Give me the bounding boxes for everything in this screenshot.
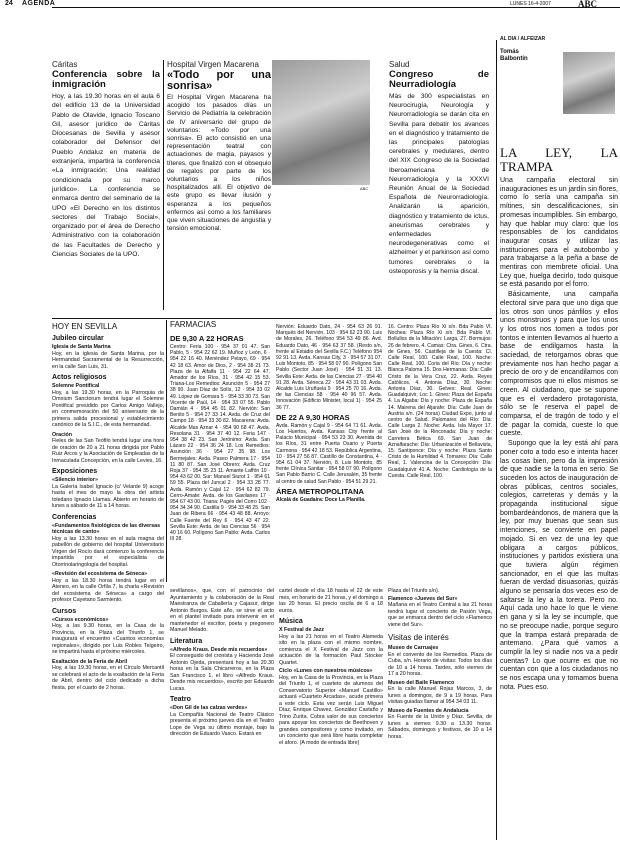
hoy-text: Hoy, en la iglesia de Santa Marina, por la Hermandad Sacramental de la Resurrección, en la calle San Luis, 31. (52, 350, 164, 370)
opinion-article (500, 146, 618, 846)
visita-3-text: En Fuente de la Unión y Díaz. Sevilla, de lunes a viernes 9.30 a 13.30 horas. Sábados, domingos y festivos, de 10 a 14 horas. (388, 714, 492, 740)
pharmacy-metro-list: 16. Centro: Plaza Río Xi s/n. Bda Pablo VI. Nochea: Plaza Río Xi s/n. Bda Pablo VI. Bollullos de la Mitación: Larga, 27. Bormujos: 26 de febrero, 4. Camas: Ctra. Gines, 6. Ctra. de Gines, 56. Castilleja de la Cuesta: Cl. Calle Real, 100. Calle Real, 100. Noche: Calle Real, 100. Coria del Río: Día y noche: Blanca Paloma 15. Dos Hermanas: Día: Calle Cristo de la Vera Cruz, 22. Avda. Reyes Católicos, 4. Antonia Díaz, 30. Noche: Antonia Díaz, 30. Gelves: Real. Gines: Guadalquivir, Loc 1. Gines: Plaza del España 4. La Algaba: Día y noche: Plaza de España 14. Mairena del Aljarafe: Día: Calle Juan de Austria s/n. (24 horas) Ciudad Expo, junto al centro de Salud. Palomares del Río: Día: Calle Larga 2. Noche: Avda. Isla Mayor 17. San José de la Rinconada: Día y noche: Carretera Bética 69. San Juan de Aznalfarache: Día: Urbanización el Bellavista, 15. Santiponce: Día y noche: Plaza Santo Cristo de la Humildad 4. Tomares: Día: Calle Real, 1. Valencina de la Concepción: Día: Guadalquivir 41 A. Noche: Cardiología de la Cuesta. Calle Real, 100. (388, 324, 492, 479)
hoy-text: Fieles de las San Teófilo tendrá lugar una hora de oración de 20 a 21 horas dirigida por Pablo Ruiz Arcos y la Asociación de Empleadas de la Inmaculada Concepción, en la calle Levies, 16. (52, 438, 164, 464)
hoy-subheading: Oración (52, 431, 73, 438)
pharmacy-col-3 (388, 324, 492, 582)
musica-text: Hoy a las 21 horas en el Teatro Alameda sito en la plaza con el mismo nombre, comienza el X Festival de Jazz con la actuación de la formación Paul Stocker Quartet. (279, 633, 383, 666)
hoy-heading: Conferencias (52, 513, 97, 521)
teatro-text: La Compañía Nacional de Teatro Clásico presenta el próximo jueves día en el Teatro Lope de Vega su último montaje, bajo la dirección de Eduardo Vasco. Estará en (170, 711, 274, 737)
column-divider (496, 40, 497, 840)
salud-article (389, 60, 489, 312)
section-rule (52, 318, 492, 319)
opinion-body-2: Básicamente, una campaña electoral sirve para que uno diga que los otros son unos pánfilos y ellos unos monstruos y para que los unos y los otros nos tomen a todos por tontos e intenten llevarnos al huerto a base de endilgarnos hasta la saciedad, de retorgarnos obras que previamente nos han hecho pagar a precio de oro y de encandilarnos con compromisos que ni ellos mismos se creen. Al ciudadano, que se supone que es el verdadero protagonista, sólo se le reserva el papel de comparsa, el de tragón de todo y el de pagar la comida, cueste lo que cueste. (500, 291, 618, 438)
hoy-text: Hoy, a las 19.30 horas, en la Parroquia de Omnium Sanctorum tendrá lugar el Solemne Pontifical presidido por Carlos Amigo Vallejo, en conmemoración del 50 aniversario de la primera salida procesional y establecimiento canónico de la S.I.C., de esta hermandad. (52, 389, 164, 428)
hoy-heading: Actos religiosos (52, 374, 107, 381)
ciclo-text: Hoy, en la Casa de la Provincia, en la Plaza del Triunfo 1, el cuarteto de alumnos del Conservatorio Superior «Manuel Castillo» actuará «Cuarteto Arcadas», acude primera a este ciclo. Esta vez serán Luis Miguel Díaz, Enrique Chavez, González Castaño y Trino Zurita. Cobra valor de sus conciertos para apoyar los conciertos de Beethoven y grandes compositores y como invitado, en un concierto que será libre hasta completar el aforo. (A modo de entrada libre) (279, 674, 383, 746)
divider (163, 60, 164, 310)
hoy-title: HOY EN SEVILLA (52, 322, 118, 331)
macarena-kicker: Hospital Virgen Macarena (167, 60, 259, 69)
visitas-heading: Visitas de interés (388, 633, 449, 642)
salud-kicker: Salud (389, 60, 410, 69)
caritas-title: Conferencia sobre la inmigración (52, 69, 160, 90)
pharmacy-metro-intro: Alcalá de Guadaira: Doce La Planilla. (276, 496, 366, 503)
hoy-subheading: Exaltación de la Feria de Abril (52, 658, 128, 665)
hoy-subheading: Solemne Pontifical (52, 383, 100, 389)
hoy-subheading: «Fundamentos fisiológicos de las diversas técnicas de canto» (52, 522, 161, 535)
flamenco-sub: Flamenco «Jueves del Sur» (388, 595, 458, 602)
pharmacy-night-heading: DE 22 A 9,30 HORAS (276, 412, 350, 422)
teatro-continuation: cartel desde el día 18 hasta el 22 de este mes, en horario de 21 horas, y el domingo a las 20 horas. El precio oscila de 6 a 18 euros. (279, 588, 383, 614)
macarena-title: «Todo por una sonrisa» (167, 69, 271, 92)
ciclo-continuation: Plaza del Triunfo s/n). (388, 588, 440, 594)
literatura-heading: Literatura (170, 637, 203, 645)
author-avatar (563, 52, 615, 114)
visita-2-text: En la calle Manuel Rojas Marcos, 3, de lunes a domingos, de 9 a 19 horas. Para visitas guiadas llamar al 954 34 03 11. (388, 686, 492, 705)
salud-body: Más de 300 especialistas en Neurocirugía, Neurología y Neurorradiología se darán cita en Sevilla para debatir los avances en el diagnóstico y tratamiento de las principales patologías cerebrales y medulares, dentro del XIX Congreso de la Sociedad Iberoamericana de Neurorradiología y la XXXVI Reunión Anual de la Sociedad Española de Neurorradiología. Analizarán la aparición, diagnóstico y tratamiento de ictus, aneurismas cerebrales y enfermedades neurodegenerativas como el alzheimer y el parkinson así como tumores cerebrales o la osteoporosis y la hernia discal. (389, 93, 489, 275)
opinion-body-3: Supongo que la ley está ahí para poner coto a todo eso e intenta hacer las cosas bien, pero da la impresión de que nadie se la toma en serio. Se suceden los actos de inauguración de obras públicas, centros sociales, colegios, carreteras y demás y la propaganda institucional sigue bombardeándonos, de manera que la ley, por muy buenas que sean sus intenciones, se convierte en papel mojado. Si en vez de una ley que obligara a cargos públicos, instituciones y partidos existiera una que tuviera algún régimen sancionador, en el que las multas fueran de verdad disuasorias, quizás alguno se pensaría dos veces eso de saltarse la ley a la torera. Pero no. Aquí cada uno hace lo que le viene en gana y si la ley se incumple, que no se preocupe nadie, porque seguro que la trampa estará preparada de antemano. ¿Para qué vamos a cumplir la ley si nadie nos va a pedir cuentas? Lo que ocurre es que no cuentan con que a los ciudadanos no se nos escapa una y tomamos buena nota. Pues eso. (500, 440, 618, 691)
author-name: Tomás Balbontín (500, 48, 528, 62)
visita-2-sub: Museo del Baile Flamenco (388, 679, 455, 686)
header-rule (52, 7, 620, 8)
pharmacy-box (170, 320, 492, 582)
pharmacy-day-heading: DE 9,30 A 22 HORAS (170, 334, 244, 343)
opinion-body: Una campaña electoral sin inauguraciones es un jardín sin flores, como lo sería una campaña sin mítines, sin descalificaciones, sin promesas incumplibles. Sin embargo, hay que hablar muy claro: que los responsables de los candidatos inaugurar cosas y utilizar las instituciones para el autobombo y para trabajarse a la peña a base de mentiras con membrete oficial. Una Ley que, huelga decirlo, todo quisque se está pasando por el forro. (500, 177, 618, 289)
hoy-list (52, 335, 164, 691)
caritas-article (52, 60, 160, 318)
hoy-subheading: Iglesia de Santa Marina (52, 344, 111, 350)
hoy-heading: Jubileo circular (52, 335, 104, 342)
musica-sub: X Festival de Jazz (279, 627, 325, 633)
section-title: AGENDA (22, 0, 56, 7)
visita-1-sub: Museo de Carruajes (388, 645, 439, 651)
hoy-text: Hoy, a las 9.30 horas, en la Casa de la Provincia, en la Plaza del Triunfo 1, se inaugurará el encuentro «Cuantos economías regionales», dirigido por Luis Robles Teigeiro, se impartirá hasta el próximo miércoles. (52, 623, 164, 655)
hoy-section (52, 322, 164, 844)
hoy-heading: Cursos (52, 607, 77, 615)
pharmacy-col-1 (170, 332, 270, 582)
feria-continuation: sevillanos», que, con el patrocinio del Ayuntamiento y la colaboración de la Real Maestranza de Caballería y Cajasur, dirige Antonio Burgos. Este año, se sirve el acto en el plantel invitado para intervenir en el mantenedor el escritor, poeta y pregonero Manuel Melado. (170, 588, 274, 633)
hoy-text: Hoy, a las 19.30 horas, en el Círculo Mercantil se celebrará el acto de la exaltación de la Feria de Abril, dentro del ciclo dedicado a dicha fiesta, por el cuarto de 2 horas. (52, 665, 164, 691)
pharmacy-night-list: Avda. Ramón y Cajal 9 · 954 64 71 61. Avda. Los Huertos, Avda. Kansas City frente al Palacio Municipal · 954 53 23 30. Avenida de los Ríos, 31 entre Puerta Osario y Puerta Carmona · 954 42 18 53. República Argentina, 10 · 954 27 56 87. Castillo de Constantina, 4 · 954 61 04 37. Nervión, 8. Luis Montoto, 85 frente Clínica Sanitar · 954 58 07 90. Polígono San Pablo Barrio C. Calle Jerusalén, 35 frente al centro de salud San Pablo · 954 51 29 21. (276, 422, 382, 485)
hoy-subheading: «Cursos económicos» (52, 616, 109, 623)
volunteers-photo (272, 60, 370, 185)
pharmacy-col-2 (276, 324, 382, 582)
ciclo-sub: Ciclo «Lunes con nuestros músicos» (279, 668, 373, 674)
bottom-col-1 (170, 588, 274, 844)
hoy-text: Hoy a las 18.30 horas tendrá lugar en el Ateneo, en la calle Orfila 7, la charla «Revisión del ecosistema de Séneca» a cargo del profesor Cayetano Sarmiento. (52, 577, 164, 603)
literatura-text: El conseguido del cronista y Hacienda José Antonio Ojeda, presentará hoy a las 20.30 horas en la Sala Chicarreros, en la Plaza San Francisco 1, el libro «Alfredo Kraus. Desde mis recuerdos», escrito por Eduardo Lucas. (170, 653, 274, 692)
visita-1-text: En el convento de los Remedios. Plaza de Cuba, s/n. Horario de visitas: Todos los días de 10 a 14 horas. Tardes, sólo viernes de 17 a 20 horas. (388, 651, 492, 677)
musica-heading: Música (279, 618, 303, 625)
brand-logo: ABC (578, 0, 598, 9)
hoy-subheading: «Revisión del ecosistema de Séneca» (52, 571, 148, 577)
bottom-col-3 (388, 588, 492, 844)
teatro-heading: Teatro (170, 696, 191, 703)
visita-3-sub: Museo de Fuentes de Andalucía (388, 707, 469, 714)
pharmacy-day-list-2: Nervión: Eduardo Dato, 24 · 954 63 26 91. Marqués del Nervión, 103 · 954 62 23 90. Luis de Morales, 26. Teléfono 954 53 49 86. Avd. Eduardo Dato, 46 · 954 63 37 58. (Resto s/n, frente al Estadio del Sevilla F.C.) Teléfono 954 92 91 13. Avda. Kansas City, 3 · 954 57 31 07. Luis Montoto, 85 · 954 58 07 90. Polígono San Pablo (Sector Juan José) · 954 51 31 13. Sevilla Este: Avda. de las Ciencias 27 · 954 40 91 28. Avda. Séneca 22 · 954 43 31 03. Avda. Alcalde Luis Uruñuela 9 · 954 25 70 16. Avda. de las Ciencias 58 · 954 40 96 57. Avda. Innovación (Edificio Minister, local 1) · 954 25 36 77. (276, 324, 382, 411)
hoy-heading: Exposiciones (52, 468, 98, 475)
macarena-body: El Hospital Virgen Macarena ha acogido los pasados días un Servicio de Pediatría la celebración de IV aniversario del grupo de voluntarios: «Todo por una sonrisa». El acto consistió en una representación teatral con actuaciones de magia, payasos y títeres, que finalizó con el obsequio de regalos por parte de los voluntarios a los niños hospitalizados allí. El objetivo de este grupo es llevar ilusión y esperanza a los pequeños enfermos así como a los familiares que viven situaciones de angustia y tensión emocional. (167, 94, 271, 233)
column-kicker: AL DÍA / ALFÉIZAR (500, 36, 546, 42)
pharmacy-day-list: Centro: Feria 100 · 954 37 01 47. San Pablo, 5 · 954 22 62 19. Muñoz y León, 6 · 954 22 16 40. Menéndez Pelayo, 69 · 954 42 18 63. Amor de Dios, 2 · 954 38 21 73. Plaza de la Alfalfa 11 · 954 22 64 47. Amador de los Ríos, 31 · 954 42 15 53. Triana-Los Remedios: Asunción 5 · 954 27 38 90. Juan Díaz de Solís, 12 · 954 33 02 49. López de Gomara 5 · 954 33 30 73. San Vicente de Paúl, 14 · 954 33 07 55. Pablo Damián 4 · 954 45 01 82. Nervión: San Benito 5 · 954 27 33 14. Avda. de Cruz del Campo 18 · 954 33 30 82. Macarena: Avda. Alcalde Mas Aznar 4 · 954 90 68 47. Avda. Resolana 31 · 954 37 40 12. Feria 147 · 954 38 42 23. San Jerónimo: Avda. San Lázaro 22 · 954 36 24 18. Los Remedios: Asunción 36 · 954 27 35 98. Los Bermejales: Avda. Paseo Palmera 17 · 954 11 80 87. San José Obrero: Avda. Cruz Roja 37 · 954 35 23 11. Amante Laffón 10 · 954 43 62 00. Sur: Manuel Siurot 1 · 954 61 59 55. Plaza del Juncal 2 · 954 33 28 77. Avda. Ramón y Cajal 12 · 954 62 82 79. Cerro-Amate: Avda. de los Gavilanes 17 · 954 67 43 00. Triana: Pagés del Corro 102 · 954 34 34 90. Castilla 9 · 954 33 48 25. San Juan de Ribera 66 · 954 43 48 88. Arroyo: Calle Fuente del Rey 6 · 954 43 47 22. Sevilla Este: Avda. de las Ciencias 56 · 954 40 16 60. Polígono San Pablo: Avda. Carlos III 28. (170, 344, 270, 543)
macarena-article (167, 60, 271, 310)
hoy-text: Hoy a las 13.30 horas en el aula magna del pabellón de gobierno del hospital Universitario Virgen del Rocío dará comienzo la conferencia impartida por el especialista de Otorrinolaringología del hospital. (52, 535, 164, 568)
pharmacy-title: FARMACIAS (170, 320, 217, 329)
salud-title: Congreso de Neurradiología (389, 69, 489, 90)
divider (166, 320, 167, 582)
hoy-subheading: «Silencio interior» (52, 477, 98, 483)
opinion-title: LA LEY, LA TRAMPA (500, 146, 618, 174)
pharmacy-metro-heading: ÁREA METROPOLITANA (276, 486, 364, 496)
header-date: LUNES 16-4-2007 (510, 1, 551, 7)
bottom-col-2 (279, 588, 383, 844)
page-number: 24 (5, 0, 13, 7)
caritas-body: Hoy, a las 19.30 horas en el aula 6 del edificio 13 de la Universidad Pablo de Olavide, Ignacio Toscano Gil, asesor jurídico de Cáritas Diocesanas de Sevilla y asesor colaborador del Defensor del Pueblo Andaluz en materia de extranjería, impartirá la conferencia «La inmigración: Una realidad condicionada por su marco jurídico». La conferencia se enmarca dentro del seminario de la UPO «El Derecho en los distintos sectores del Trabajo Social», organizado por el área de Derecho Administrativo con la colaboración de las Facultades de Derecho y Ciencias Sociales de la UPO. (52, 93, 160, 259)
hoy-text: La Galería Isabel Ignacio (c/ Velarde 9) acoge hasta el mes de mayo la obra del artista toledano Ignacio Llamas. Abierto en horario de lunes a sábado de 11 a 14 horas. (52, 483, 164, 509)
teatro-sub: «Don Gil de las calzas verdes» (170, 705, 248, 711)
literatura-sub: «Alfredo Kraus. Desde mis recuerdos» (170, 646, 268, 653)
flamenco-text: Mañana en el Teatro Central a las 21 horas tendrá lugar el concierto de Pasión Vega, que se enmarca dentro del ciclo «Flamenco viene del Sur». (388, 602, 492, 628)
caritas-kicker: Cáritas (52, 60, 78, 69)
photo-credit: ABC (360, 186, 369, 191)
